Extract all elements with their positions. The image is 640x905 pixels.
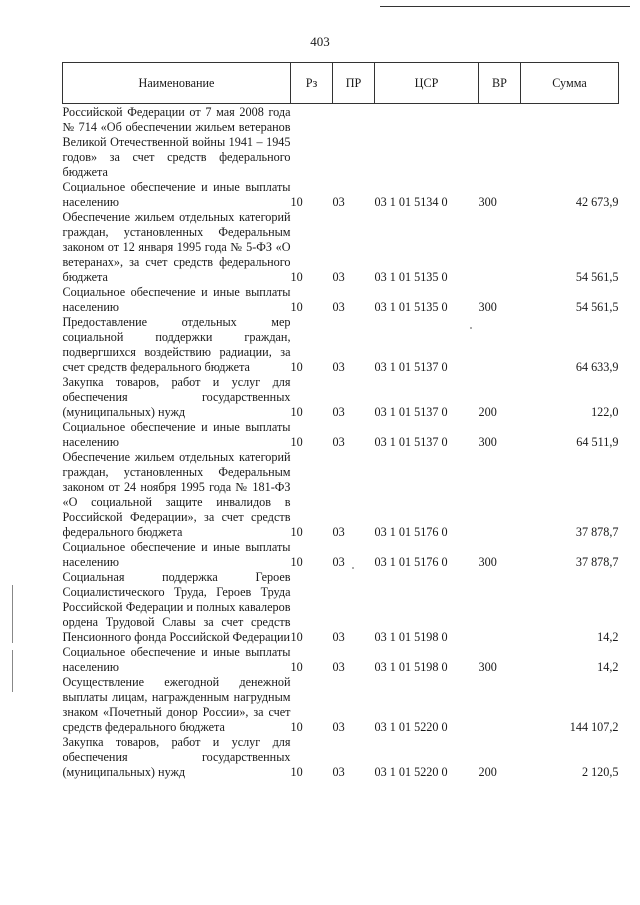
row-sum: 122,0 xyxy=(591,405,619,419)
row-vr: 200 xyxy=(478,765,497,779)
table-row xyxy=(63,645,619,675)
row-pr: 03 xyxy=(332,270,345,284)
table-row xyxy=(63,540,619,570)
row-name-text: Социальная поддержка Героев Социалистического Труда, Героев Труда Российской Федерации и полных кавалеров ордена Трудовой Славы за счет средств Пенсионного фонда Российской Федерации xyxy=(62,570,291,644)
table-row xyxy=(63,735,619,780)
row-name-text: Предоставление отдельных мер социальной поддержки граждан, подвергшихся воздействию радиации, за счет средств федерального бюджета xyxy=(62,315,291,374)
header-name: Наименование xyxy=(63,63,291,104)
row-rz: 10 xyxy=(290,405,303,419)
row-rz: 10 xyxy=(290,765,303,779)
table-row xyxy=(63,450,619,540)
table-row xyxy=(63,570,619,645)
table-row xyxy=(63,285,619,315)
row-name xyxy=(63,735,291,780)
header-vr: ВР xyxy=(479,63,521,104)
row-name xyxy=(63,420,291,450)
row-pr: 03 xyxy=(332,555,345,569)
budget-table xyxy=(62,62,619,780)
row-rz: 10 xyxy=(290,435,303,449)
table-row xyxy=(63,420,619,450)
row-csr: 03 1 01 5135 0 xyxy=(374,270,448,284)
row-csr xyxy=(375,104,479,181)
row-pr: 03 xyxy=(332,660,345,674)
row-pr xyxy=(333,104,375,181)
header-csr: ЦСР xyxy=(375,63,479,104)
row-name xyxy=(63,210,291,285)
row-csr: 03 1 01 5135 0 xyxy=(374,300,448,314)
row-pr: 03 xyxy=(332,405,345,419)
row-vr xyxy=(479,210,521,285)
page-number: 403 xyxy=(310,34,330,49)
row-rz: 10 xyxy=(290,525,303,539)
row-csr: 03 1 01 5176 0 xyxy=(374,525,448,539)
row-vr xyxy=(479,675,521,735)
row-sum: 14,2 xyxy=(597,630,619,644)
table-row xyxy=(63,210,619,285)
table-row xyxy=(63,104,619,181)
row-sum: 64 511,9 xyxy=(576,435,619,449)
row-csr: 03 1 01 5137 0 xyxy=(374,435,448,449)
row-name xyxy=(63,540,291,570)
row-vr: 300 xyxy=(478,195,497,209)
row-pr: 03 xyxy=(332,195,345,209)
row-pr: 03 xyxy=(332,765,345,779)
row-sum: 54 561,5 xyxy=(575,300,619,314)
row-pr: 03 xyxy=(332,720,345,734)
row-vr: 300 xyxy=(478,300,497,314)
header-row xyxy=(63,63,619,104)
row-rz: 10 xyxy=(290,660,303,674)
row-sum: 64 633,9 xyxy=(575,360,619,374)
row-name xyxy=(63,645,291,675)
row-name xyxy=(63,104,291,181)
table-row xyxy=(63,180,619,210)
row-csr: 03 1 01 5198 0 xyxy=(374,660,448,674)
row-sum: 144 107,2 xyxy=(569,720,619,734)
row-vr: 200 xyxy=(478,405,497,419)
row-vr xyxy=(479,570,521,645)
row-rz: 10 xyxy=(290,720,303,734)
row-sum: 42 673,9 xyxy=(575,195,619,209)
header-pr: ПР xyxy=(333,63,375,104)
row-rz: 10 xyxy=(290,300,303,314)
row-pr: 03 xyxy=(332,300,345,314)
row-csr: 03 1 01 5137 0 xyxy=(374,405,448,419)
row-csr: 03 1 01 5220 0 xyxy=(374,720,448,734)
row-rz: 10 xyxy=(290,270,303,284)
row-name-text: Российской Федерации от 7 мая 2008 года № 714 «Об обеспечении жильем ветеранов Великой Отечественной войны 1941 – 1945 годов» за счет средств федерального бюджета xyxy=(62,105,291,179)
row-sum: 37 878,7 xyxy=(575,555,619,569)
row-name-text: Социальное обеспечение и иные выплаты населению xyxy=(62,645,291,674)
table-row xyxy=(63,675,619,735)
table-row xyxy=(63,315,619,375)
scan-mark xyxy=(12,650,13,692)
row-csr: 03 1 01 5220 0 xyxy=(374,765,448,779)
row-sum: 54 561,5 xyxy=(575,270,619,284)
row-rz xyxy=(291,104,333,181)
table-row xyxy=(63,375,619,420)
scan-mark xyxy=(12,585,13,643)
row-name xyxy=(63,180,291,210)
row-name-text: Социальное обеспечение и иные выплаты населению xyxy=(62,420,291,449)
row-rz: 10 xyxy=(290,360,303,374)
row-pr: 03 xyxy=(332,525,345,539)
row-name-text: Социальное обеспечение и иные выплаты населению xyxy=(62,180,291,209)
row-rz: 10 xyxy=(290,195,303,209)
row-name-text: Закупка товаров, работ и услуг для обеспечения государственных (муниципальных) нужд xyxy=(62,375,291,419)
row-vr xyxy=(479,450,521,540)
row-name xyxy=(63,675,291,735)
row-sum: 37 878,7 xyxy=(575,525,619,539)
row-csr: 03 1 01 5176 0 xyxy=(374,555,448,569)
row-name-text: Социальное обеспечение и иные выплаты населению xyxy=(62,540,291,569)
row-name-text: Осуществление ежегодной денежной выплаты лицам, награжденным нагрудным знаком «Почетный донор России», за счет средств федерального бюджета xyxy=(62,675,291,734)
row-sum xyxy=(521,104,619,181)
header-rz: Рз xyxy=(291,63,333,104)
row-sum: 14,2 xyxy=(597,660,619,674)
row-vr xyxy=(479,104,521,181)
row-csr: 03 1 01 5134 0 xyxy=(374,195,448,209)
row-sum: 2 120,5 xyxy=(581,765,619,779)
row-name-text: Обеспечение жильем отдельных категорий граждан, установленных Федеральным законом от 24 ноября 1995 года № 181-ФЗ «О социальной защите инвалидов в Российской Федерации», за счет средств федерального бюджета xyxy=(62,450,291,539)
row-rz: 10 xyxy=(290,630,303,644)
row-name xyxy=(63,315,291,375)
row-name xyxy=(63,375,291,420)
row-name xyxy=(63,450,291,540)
top-rule xyxy=(380,6,630,7)
row-name-text: Обеспечение жильем отдельных категорий граждан, установленных Федеральным законом от 12 января 1995 года № 5-ФЗ «О ветеранах», за счет средств федерального бюджета xyxy=(62,210,291,284)
header-sum: Сумма xyxy=(521,63,619,104)
row-name-text: Социальное обеспечение и иные выплаты населению xyxy=(62,285,291,314)
row-pr: 03 xyxy=(332,435,345,449)
row-vr: 300 xyxy=(478,660,497,674)
row-pr: 03 xyxy=(332,630,345,644)
row-pr: 03 xyxy=(332,360,345,374)
row-name-text: Закупка товаров, работ и услуг для обеспечения государственных (муниципальных) нужд xyxy=(62,735,291,779)
row-vr: 300 xyxy=(478,435,497,449)
row-vr: 300 xyxy=(478,555,497,569)
row-vr xyxy=(479,315,521,375)
row-name xyxy=(63,285,291,315)
row-name xyxy=(63,570,291,645)
row-csr: 03 1 01 5137 0 xyxy=(374,360,448,374)
row-csr: 03 1 01 5198 0 xyxy=(374,630,448,644)
row-rz: 10 xyxy=(290,555,303,569)
